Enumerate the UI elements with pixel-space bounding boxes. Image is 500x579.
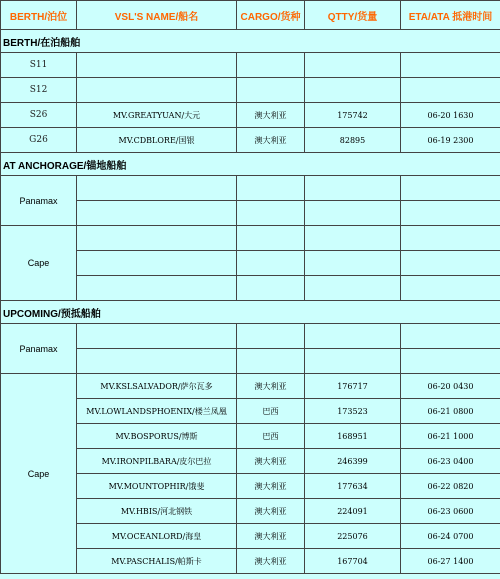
arrival-time: 06-22 0820	[401, 474, 500, 499]
cargo-origin	[237, 226, 305, 251]
cargo-origin	[237, 276, 305, 301]
cargo-quantity	[305, 324, 401, 349]
table-row	[1, 374, 500, 399]
cargo-origin: 澳大利亚	[237, 524, 305, 549]
cargo-origin: 澳大利亚	[237, 499, 305, 524]
arrival-time: 06-23 0400	[401, 449, 500, 474]
vessel-name	[77, 78, 237, 103]
table-row	[1, 226, 500, 251]
vessel-name: MV.GREATYUAN/大元	[77, 103, 237, 128]
vessel-name	[77, 201, 237, 226]
table-row	[1, 128, 500, 153]
arrival-time	[401, 176, 500, 201]
cargo-origin: 巴西	[237, 399, 305, 424]
upcoming-panamax-group: Panamax	[1, 324, 77, 374]
cargo-quantity	[305, 78, 401, 103]
arrival-time: 06-21 1000	[401, 424, 500, 449]
arrival-time	[401, 251, 500, 276]
berth-code: S12	[1, 78, 77, 103]
cargo-origin: 澳大利亚	[237, 103, 305, 128]
table-row	[1, 176, 500, 201]
header-cargo: CARGO/货种	[237, 1, 305, 30]
cargo-quantity: 177634	[305, 474, 401, 499]
cargo-quantity: 82895	[305, 128, 401, 153]
cargo-origin	[237, 78, 305, 103]
cargo-origin	[237, 251, 305, 276]
section-berth-row	[1, 30, 500, 53]
cargo-quantity: 246399	[305, 449, 401, 474]
cargo-origin	[237, 176, 305, 201]
cargo-origin: 澳大利亚	[237, 549, 305, 574]
arrival-time: 06-20 1630	[401, 103, 500, 128]
table-row	[1, 103, 500, 128]
arrival-time	[401, 324, 500, 349]
table-row	[1, 78, 500, 103]
arrival-time: 06-23 0600	[401, 499, 500, 524]
cargo-origin: 巴西	[237, 424, 305, 449]
cargo-origin	[237, 53, 305, 78]
arrival-time	[401, 78, 500, 103]
header-berth: BERTH/泊位	[1, 1, 77, 30]
table-row	[1, 324, 500, 349]
cargo-quantity	[305, 53, 401, 78]
section-upcoming-title: UPCOMING/预抵船舶	[1, 301, 500, 324]
vessel-name	[77, 226, 237, 251]
vessel-name: MV.OCEANLORD/海皇	[77, 524, 237, 549]
vessel-name: MV.HBIS/河北钢铁	[77, 499, 237, 524]
cargo-quantity: 224091	[305, 499, 401, 524]
upcoming-cape-group: Cape	[1, 374, 77, 574]
arrival-time: 06-21 0800	[401, 399, 500, 424]
vessel-name: MV.IRONPILBARA/皮尔巴拉	[77, 449, 237, 474]
arrival-time	[401, 276, 500, 301]
vessel-name: MV.PASCHALIS/帕斯卡	[77, 549, 237, 574]
cargo-quantity: 173523	[305, 399, 401, 424]
berth-code: S11	[1, 53, 77, 78]
cargo-quantity	[305, 176, 401, 201]
vessel-name	[77, 324, 237, 349]
section-anchorage-title: AT ANCHORAGE/锚地船舶	[1, 153, 500, 176]
vessel-name	[77, 53, 237, 78]
anchorage-cape-group: Cape	[1, 226, 77, 301]
cargo-origin: 澳大利亚	[237, 449, 305, 474]
cargo-quantity: 225076	[305, 524, 401, 549]
table-row	[1, 53, 500, 78]
vessel-name: MV.MOUNTOPHIR/饿斐	[77, 474, 237, 499]
berth-code: S26	[1, 103, 77, 128]
cargo-quantity: 167704	[305, 549, 401, 574]
cargo-origin: 澳大利亚	[237, 374, 305, 399]
arrival-time: 06-24 0700	[401, 524, 500, 549]
vessel-name: MV.KSLSALVADOR/萨尔瓦多	[77, 374, 237, 399]
cargo-quantity: 176717	[305, 374, 401, 399]
cargo-origin: 澳大利亚	[237, 128, 305, 153]
section-anchorage-row	[1, 153, 500, 176]
vessel-name	[77, 176, 237, 201]
cargo-quantity: 175742	[305, 103, 401, 128]
arrival-time	[401, 201, 500, 226]
vessel-name	[77, 349, 237, 374]
header-row	[1, 1, 500, 30]
arrival-time: 06-27 1400	[401, 549, 500, 574]
vessel-name: MV.CDBLORE/国银	[77, 128, 237, 153]
vessel-name	[77, 251, 237, 276]
arrival-time: 06-19 2300	[401, 128, 500, 153]
cargo-quantity: 168951	[305, 424, 401, 449]
header-vessel-name: VSL'S NAME/船名	[77, 1, 237, 30]
cargo-quantity	[305, 226, 401, 251]
cargo-origin	[237, 324, 305, 349]
cargo-quantity	[305, 251, 401, 276]
section-berth-title: BERTH/在泊船舶	[1, 30, 500, 53]
arrival-time	[401, 53, 500, 78]
vessel-name: MV.LOWLANDSPHOENIX/楼兰凤凰	[77, 399, 237, 424]
cargo-origin	[237, 201, 305, 226]
cargo-origin: 澳大利亚	[237, 474, 305, 499]
cargo-quantity	[305, 349, 401, 374]
arrival-time: 06-20 0430	[401, 374, 500, 399]
vessel-name	[77, 276, 237, 301]
cargo-origin	[237, 349, 305, 374]
berth-code: G26	[1, 128, 77, 153]
header-eta: ETA/ATA 抵港时间	[401, 1, 500, 30]
vessel-name: MV.BOSPORUS/博斯	[77, 424, 237, 449]
cargo-quantity	[305, 201, 401, 226]
anchorage-panamax-group: Panamax	[1, 176, 77, 226]
section-upcoming-row	[1, 301, 500, 324]
cargo-quantity	[305, 276, 401, 301]
header-quantity: QTTY/货量	[305, 1, 401, 30]
arrival-time	[401, 349, 500, 374]
arrival-time	[401, 226, 500, 251]
